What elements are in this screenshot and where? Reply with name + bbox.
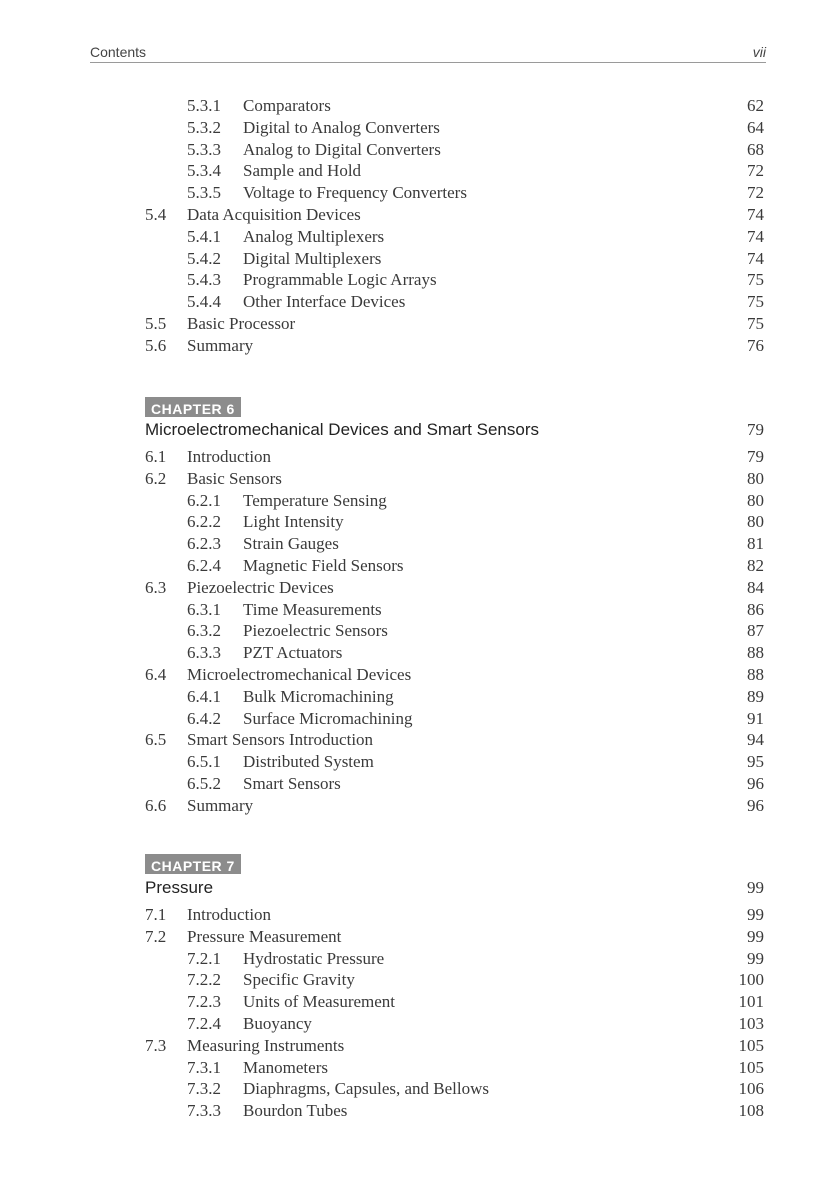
toc-entry-number: 6.3.1	[187, 599, 221, 619]
toc-entry-title: Temperature Sensing	[243, 490, 387, 510]
toc-entry-page: 80	[747, 512, 764, 532]
toc-entry-number: 6.2.1	[187, 490, 221, 510]
toc-entry-page: 74	[747, 248, 764, 268]
toc-entry-page: 68	[747, 139, 764, 159]
toc-entry-page: 99	[747, 948, 764, 968]
toc-entry-number: 6.4	[145, 665, 167, 684]
toc-entry-title: Analog Multiplexers	[243, 226, 385, 246]
toc-entry-title: Introduction	[187, 447, 272, 466]
toc-entry-title: Distributed System	[243, 752, 374, 772]
toc-entry-page: 75	[747, 270, 764, 290]
toc-entry-number: 5.5	[145, 314, 167, 333]
toc-entry-page: 64	[747, 117, 764, 137]
toc-entry-page: 74	[747, 226, 764, 246]
toc-entry-number: 7.2	[145, 926, 167, 946]
toc-entry-page: 108	[738, 1101, 764, 1121]
page-number-roman: vii	[752, 44, 766, 60]
toc-entry-page: 88	[747, 643, 764, 663]
toc-entry-title: Pressure Measurement	[187, 926, 342, 946]
toc-entry-number: 6.5.2	[187, 774, 221, 793]
toc-entry-title: Microelectromechanical Devices	[187, 665, 412, 684]
toc-entry-number: 5.6	[145, 335, 167, 355]
chapter-7-title: Pressure	[145, 878, 214, 897]
toc-entry-number: 7.2.1	[187, 948, 221, 968]
toc-entry-title: Time Measurements	[243, 599, 382, 619]
toc-entry-number: 6.1	[145, 447, 167, 466]
toc-entry-title: Piezoelectric Devices	[187, 577, 334, 597]
toc-entry-page: 91	[747, 708, 764, 728]
toc-entry-title: Digital Multiplexers	[243, 248, 382, 268]
toc-entry-title: Manometers	[243, 1057, 328, 1077]
toc-entry-number: 5.3.2	[187, 117, 221, 137]
toc-entry-number: 7.3	[145, 1035, 167, 1055]
toc-entry-number: 6.4.2	[187, 708, 221, 728]
toc-entry-number: 6.3.3	[187, 643, 221, 663]
chapter-6-page: 79	[747, 420, 764, 439]
toc-entry-page: 105	[738, 1035, 764, 1055]
toc-entry-page: 80	[747, 490, 764, 510]
chapter-7-label: CHAPTER 7	[145, 854, 241, 874]
toc-entry-page: 81	[747, 534, 764, 554]
toc-entry-page: 62	[747, 96, 764, 115]
toc-entry-number: 7.3.3	[187, 1101, 221, 1121]
toc-entry-number: 6.5.1	[187, 752, 221, 772]
toc-entry-page: 76	[747, 335, 764, 355]
toc-entry-number: 7.3.1	[187, 1057, 221, 1077]
toc-entry-title: Programmable Logic Arrays	[243, 270, 437, 290]
toc-entry-title: Measuring Instruments	[187, 1035, 345, 1055]
toc-entry-page: 101	[738, 992, 764, 1012]
toc-entry-title: Strain Gauges	[243, 534, 339, 554]
toc-entry-title: Sample and Hold	[243, 161, 362, 181]
toc-entry-page: 89	[747, 686, 764, 706]
toc-entry-title: Other Interface Devices	[243, 292, 406, 312]
toc-entry-number: 5.4.3	[187, 270, 221, 290]
toc-entry-title: Basic Processor	[187, 314, 296, 333]
toc-entry-title: Units of Measurement	[243, 992, 396, 1012]
toc-entry-number: 6.4.1	[187, 686, 221, 706]
toc-entry-title: Buoyancy	[243, 1014, 312, 1033]
toc-entry-page: 105	[738, 1057, 764, 1077]
toc-entry-number: 5.4.1	[187, 226, 221, 246]
toc-entry-page: 86	[747, 599, 764, 619]
toc-entry-title: Bulk Micromachining	[243, 686, 394, 706]
toc-entry-number: 5.3.5	[187, 183, 221, 203]
toc-entry-number: 7.2.3	[187, 992, 221, 1012]
toc-entry-title: Bourdon Tubes	[243, 1101, 348, 1121]
toc-entry-number: 6.2.3	[187, 534, 221, 554]
toc-entry-page: 87	[747, 621, 764, 641]
toc-entry-page: 84	[747, 577, 764, 597]
toc-entry-page: 95	[747, 752, 764, 772]
toc-entry-page: 74	[747, 205, 764, 224]
toc-entry-number: 6.2	[145, 468, 167, 488]
toc-entry-title: Data Acquisition Devices	[187, 205, 361, 224]
toc-entry-title: Diaphragms, Capsules, and Bellows	[243, 1079, 489, 1099]
toc-entry-title: PZT Actuators	[243, 643, 343, 663]
toc-entry-page: 75	[747, 292, 764, 312]
toc-entry-page: 94	[747, 730, 764, 750]
toc-entry-title: Magnetic Field Sensors	[243, 556, 404, 575]
toc-entry-title: Hydrostatic Pressure	[243, 948, 385, 968]
toc-entry-title: Basic Sensors	[187, 468, 282, 488]
toc-entry-number: 6.6	[145, 795, 167, 815]
toc-entry-number: 6.3	[145, 577, 167, 597]
chapter-6-label: CHAPTER 6	[145, 397, 241, 417]
running-header-title: Contents	[90, 44, 147, 60]
toc-entry-number: 7.2.2	[187, 970, 221, 990]
toc-entry-page: 96	[747, 774, 764, 793]
toc-entry-number: 6.3.2	[187, 621, 221, 641]
toc-entry-title: Digital to Analog Converters	[243, 117, 440, 137]
toc-entry-title: Smart Sensors	[243, 774, 341, 793]
toc-entry-number: 6.2.4	[187, 556, 221, 575]
toc-entry-title: Specific Gravity	[243, 970, 355, 990]
toc-entry-title: Analog to Digital Converters	[243, 139, 441, 159]
toc-entry-number: 5.4	[145, 205, 167, 224]
toc-entry-page: 99	[747, 905, 764, 924]
toc-entry-title: Piezoelectric Sensors	[243, 621, 388, 641]
toc-entry-number: 5.3.1	[187, 96, 221, 115]
toc-entry-number: 6.5	[145, 730, 167, 750]
toc-entry-page: 79	[747, 447, 764, 466]
toc-entry-number: 7.1	[145, 905, 167, 924]
chapter-7-page: 99	[747, 878, 764, 897]
toc-entry-page: 82	[747, 556, 764, 575]
toc-entry-page: 75	[747, 314, 764, 333]
toc-entry-number: 5.4.4	[187, 292, 221, 312]
toc-entry-title: Voltage to Frequency Converters	[243, 183, 467, 203]
toc-entry-page: 106	[738, 1079, 764, 1099]
toc-entry-number: 6.2.2	[187, 512, 221, 532]
chapter-6-title: Microelectromechanical Devices and Smart Sensors	[145, 420, 539, 439]
toc-entry-page: 100	[738, 970, 764, 990]
toc-entry-page: 72	[747, 161, 764, 181]
toc-entry-page: 88	[747, 665, 764, 684]
toc-entry-page: 103	[738, 1014, 764, 1033]
toc-entry-title: Surface Micromachining	[243, 708, 413, 728]
toc-entry-page: 96	[747, 795, 764, 815]
toc-entry-number: 5.3.4	[187, 161, 221, 181]
toc-entry-title: Summary	[187, 795, 254, 815]
toc-entry-number: 7.2.4	[187, 1014, 221, 1033]
toc-entry-title: Smart Sensors Introduction	[187, 730, 374, 750]
toc-entry-number: 5.4.2	[187, 248, 221, 268]
toc-entry-title: Comparators	[243, 96, 331, 115]
toc-entry-title: Light Intensity	[243, 512, 344, 532]
toc-entry-page: 99	[747, 926, 764, 946]
running-header	[90, 40, 766, 63]
toc-entry-title: Introduction	[187, 905, 272, 924]
toc-entry-number: 7.3.2	[187, 1079, 221, 1099]
toc-entry-title: Summary	[187, 335, 254, 355]
toc-entry-number: 5.3.3	[187, 139, 221, 159]
toc-entry-page: 72	[747, 183, 764, 203]
toc-entry-page: 80	[747, 468, 764, 488]
